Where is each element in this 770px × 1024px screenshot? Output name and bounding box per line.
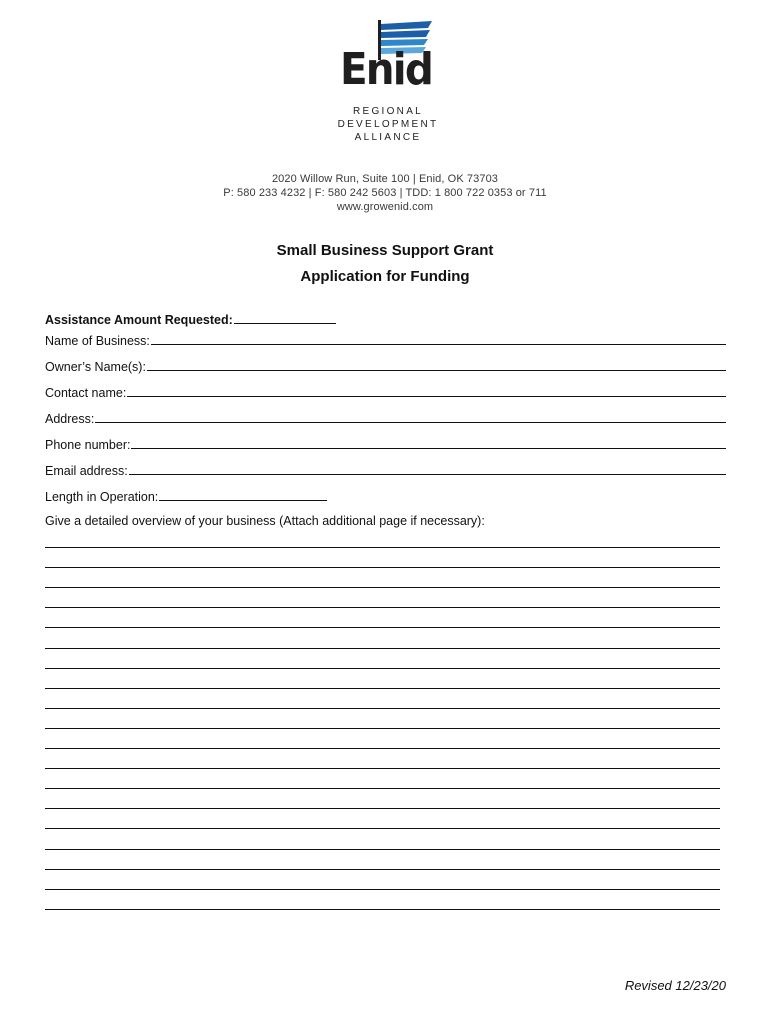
website-link[interactable]: www.growenid.com — [336, 201, 434, 213]
overview-writing-line[interactable] — [45, 889, 720, 890]
length-in-operation-label: Length in Operation: — [45, 490, 159, 504]
logo-line-alliance: ALLIANCE — [354, 132, 422, 143]
form-subtitle: Application for Funding — [300, 268, 470, 285]
overview-writing-line[interactable] — [45, 688, 720, 689]
overview-writing-line[interactable] — [45, 587, 720, 588]
enid-logo — [336, 18, 440, 144]
address-label: Address: — [45, 412, 95, 426]
overview-writing-line[interactable] — [45, 708, 720, 709]
amount-requested-label: Assistance Amount Requested: — [45, 313, 233, 327]
contact-name-field[interactable] — [45, 382, 726, 400]
overview-writing-line[interactable] — [45, 748, 720, 749]
contact-name-label: Contact name: — [45, 386, 127, 400]
owners-name-line[interactable] — [147, 370, 726, 371]
overview-writing-line[interactable] — [45, 547, 720, 548]
logo-line-development: DEVELOPMENT — [337, 119, 439, 130]
address-line-2: P: 580 233 4232 | F: 580 242 5603 | TDD: 1 800 722 0353 or 711 — [223, 187, 547, 199]
overview-writing-line[interactable] — [45, 768, 720, 769]
overview-prompt: Give a detailed overview of your business (Attach additional page if necessary): — [45, 514, 485, 528]
business-name-label: Name of Business: — [45, 334, 150, 348]
email-field[interactable] — [45, 460, 726, 478]
owners-name-label: Owner’s Name(s): — [45, 360, 146, 374]
length-in-operation-line[interactable] — [159, 500, 327, 501]
phone-line[interactable] — [131, 448, 726, 449]
overview-writing-line[interactable] — [45, 869, 720, 870]
length-in-operation-field[interactable] — [45, 486, 327, 504]
amount-requested-field[interactable] — [45, 309, 336, 327]
overview-writing-line[interactable] — [45, 909, 720, 910]
overview-writing-line[interactable] — [45, 668, 720, 669]
overview-writing-line[interactable] — [45, 627, 720, 628]
logo-line-regional: REGIONAL — [352, 106, 424, 117]
phone-label: Phone number: — [45, 438, 131, 452]
business-name-line[interactable] — [151, 344, 726, 345]
phone-field[interactable] — [45, 434, 726, 452]
overview-writing-line[interactable] — [45, 567, 720, 568]
email-label: Email address: — [45, 464, 128, 478]
overview-writing-line[interactable] — [45, 728, 720, 729]
owners-name-field[interactable] — [45, 356, 726, 374]
amount-requested-line[interactable] — [234, 323, 336, 324]
overview-writing-line[interactable] — [45, 607, 720, 608]
overview-writing-line[interactable] — [45, 648, 720, 649]
revised-date: Revised 12/23/20 — [624, 978, 726, 993]
overview-writing-line[interactable] — [45, 788, 720, 789]
overview-writing-line[interactable] — [45, 828, 720, 829]
form-title: Small Business Support Grant — [276, 242, 494, 259]
logo-wordmark: Enid — [340, 44, 432, 95]
overview-writing-line[interactable] — [45, 808, 720, 809]
contact-name-line[interactable] — [127, 396, 726, 397]
business-name-field[interactable] — [45, 330, 726, 348]
email-line[interactable] — [129, 474, 726, 475]
address-field[interactable] — [45, 408, 726, 426]
address-line[interactable] — [95, 422, 726, 423]
address-line-1: 2020 Willow Run, Suite 100 | Enid, OK 73703 — [271, 173, 499, 185]
overview-writing-line[interactable] — [45, 849, 720, 850]
